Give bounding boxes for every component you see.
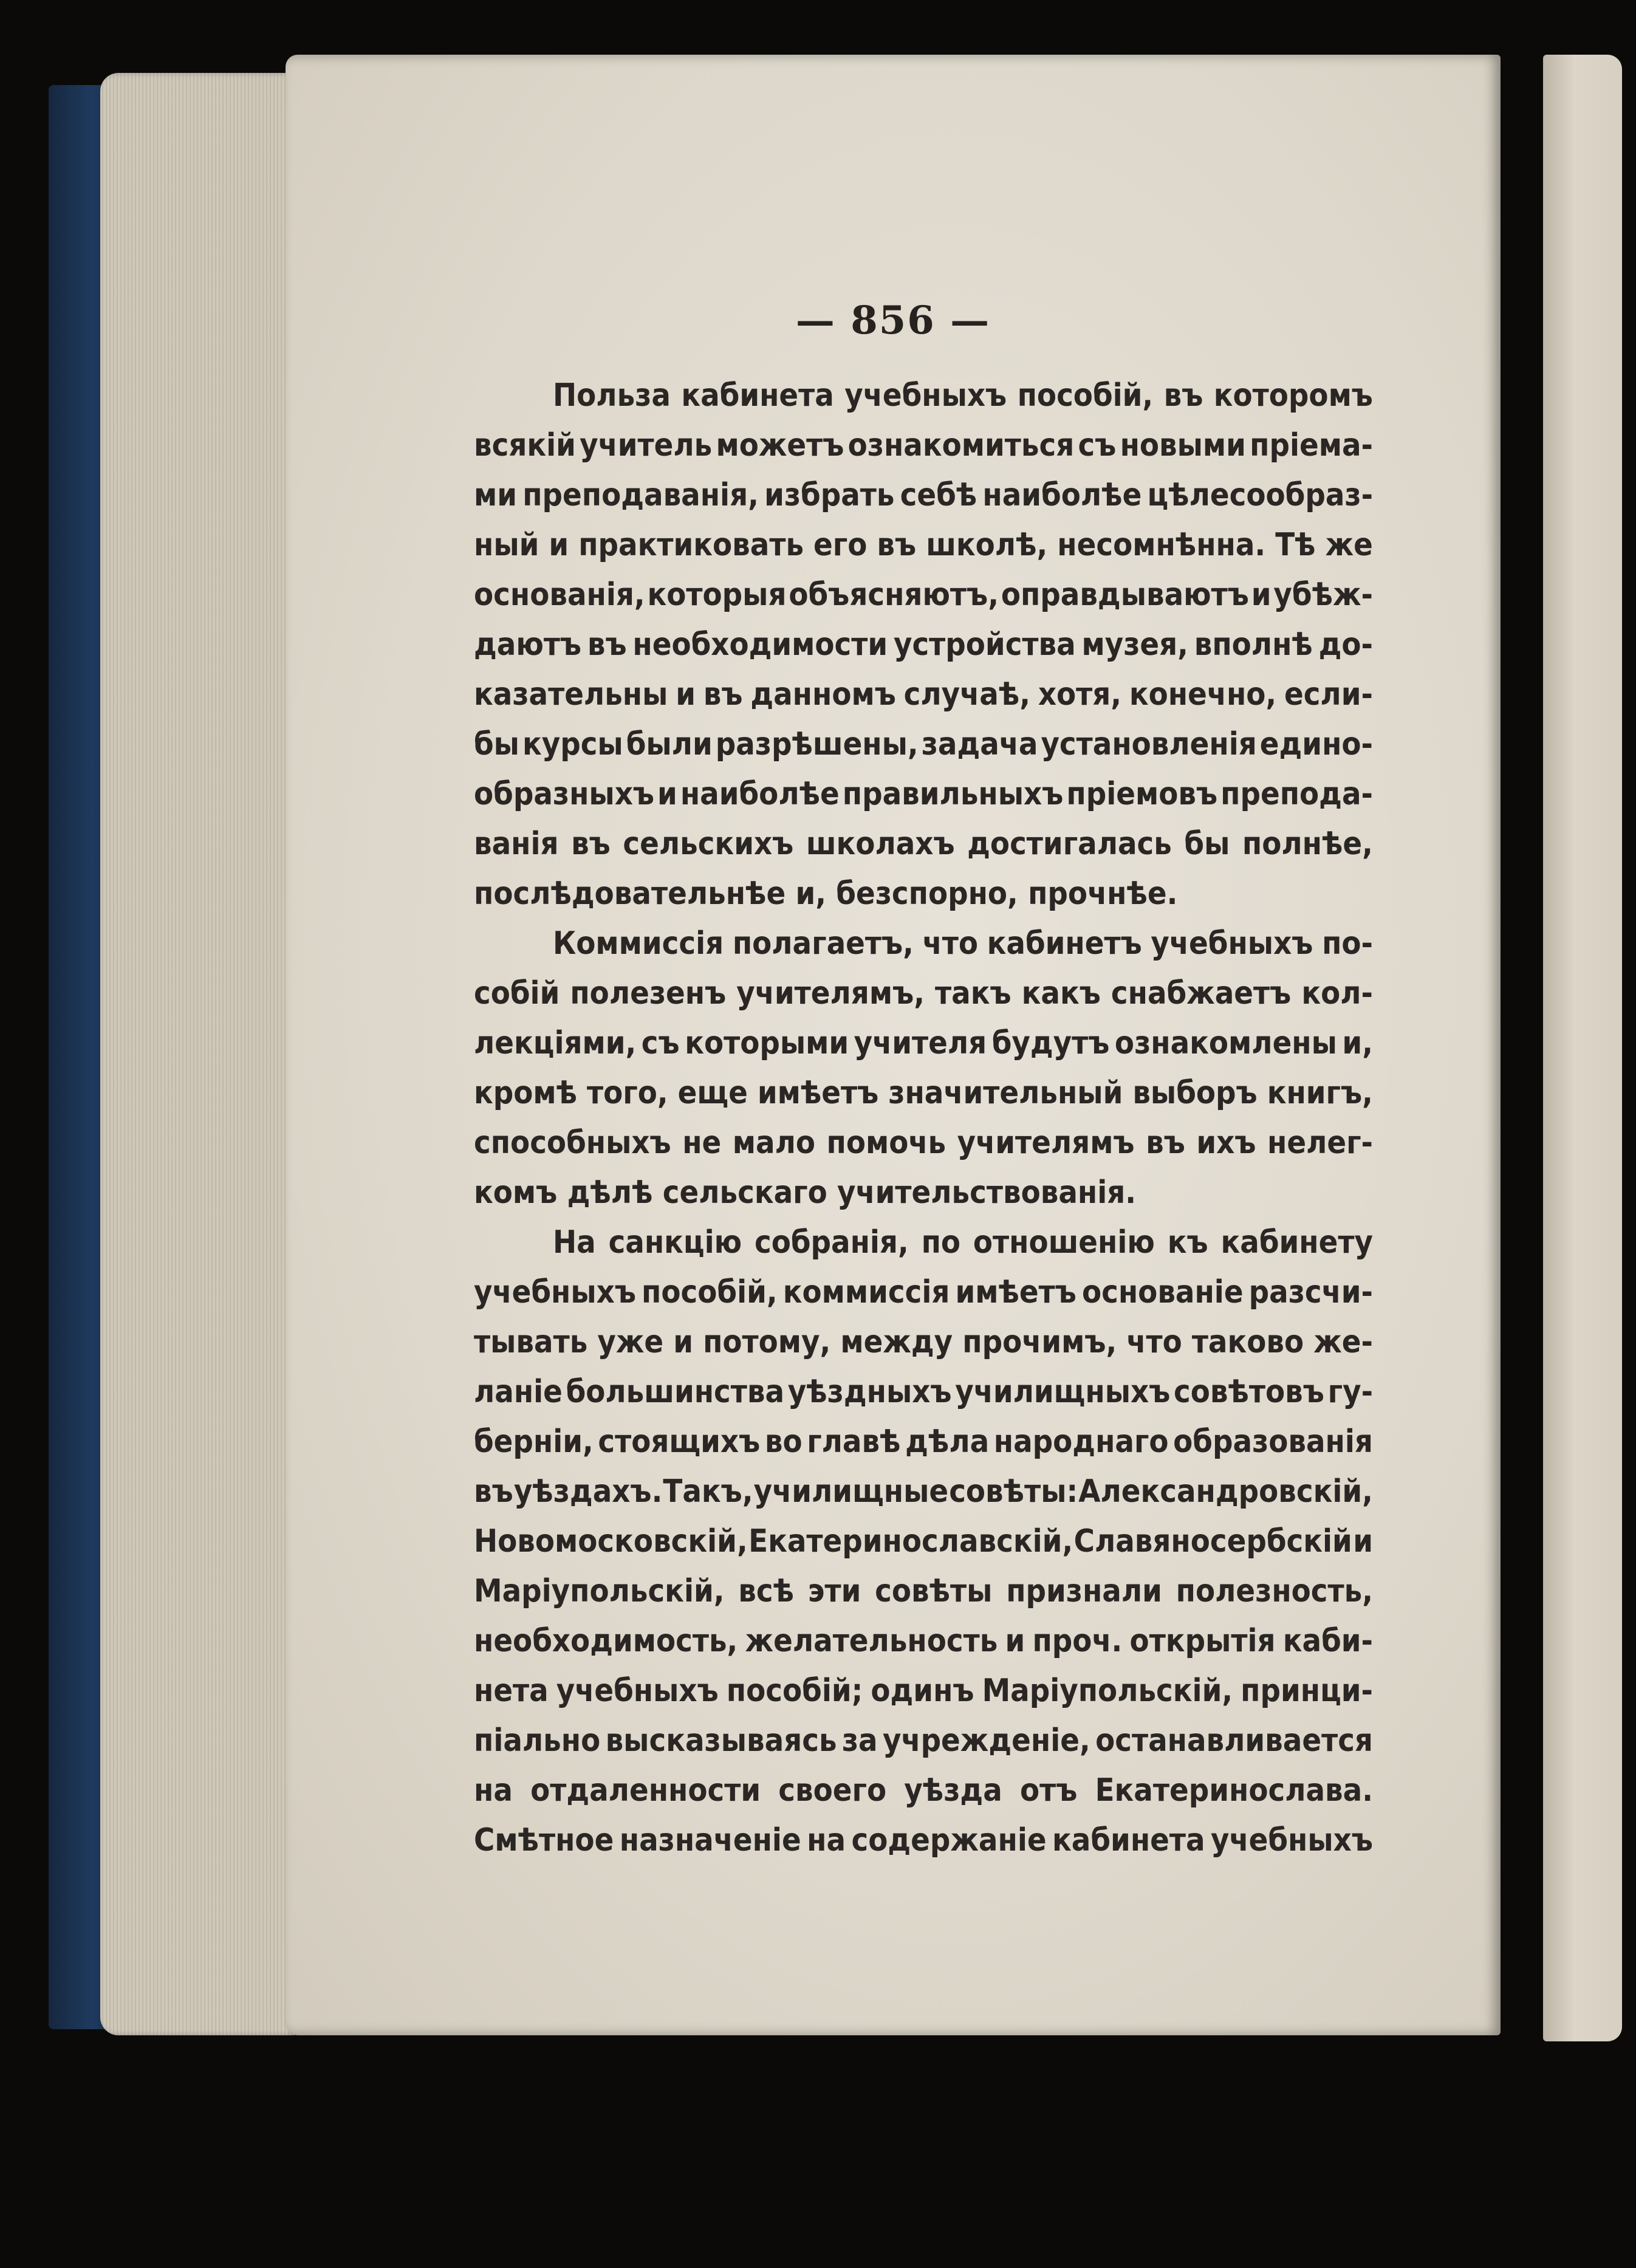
text-line: послѣдовательнѣе и, безспорно, прочнѣе. [474, 875, 1178, 912]
text-line: тывать уже и потому, между прочимъ, что таково же- [474, 1324, 1373, 1360]
text-line: основанія, которыя объясняютъ, оправдываютъ и убѣж- [474, 577, 1373, 613]
text-line: Польза кабинета учебныхъ пособій, въ которомъ [553, 377, 1373, 414]
text-line: лекціями, съ которыми учителя будутъ ознакомлены и, [474, 1025, 1373, 1061]
text-line: на отдаленности своего уѣзда отъ Екатеринослава. [474, 1772, 1373, 1809]
page-stack-edges [100, 73, 295, 2035]
text-line: ми преподаванія, избрать себѣ наиболѣе цѣлесообраз- [474, 477, 1373, 513]
text-line: даютъ въ необходимости устройства музея, вполнѣ до- [474, 626, 1373, 663]
text-line: Коммиссія полагаетъ, что кабинетъ учебныхъ по- [553, 925, 1373, 962]
text-line: всякій учитель можетъ ознакомиться съ новыми пріема- [474, 427, 1373, 464]
text-line: Новомосковскій, Екатеринославскій, Славяносербскій и [474, 1523, 1373, 1560]
text-line: Маріупольскій, всѣ эти совѣты признали полезность, [474, 1573, 1373, 1609]
text-line: собій полезенъ учителямъ, такъ какъ снабжаетъ кол- [474, 975, 1373, 1012]
text-line: бы курсы были разрѣшены, задача установленія едино- [474, 726, 1373, 762]
page-number: — 856 — [795, 298, 991, 343]
text-line: комъ дѣлѣ сельскаго учительствованія. [474, 1174, 1137, 1211]
next-page-sliver [1543, 55, 1622, 2041]
text-line: Смѣтное назначеніе на содержаніе кабинета учебныхъ [474, 1822, 1373, 1859]
text-line: ланіе большинства уѣздныхъ училищныхъ совѣтовъ гу- [474, 1374, 1373, 1410]
text-line: ный и практиковать его въ школѣ, несомнѣнна. Тѣ же [474, 527, 1373, 563]
text-line: берніи, стоящихъ во главѣ дѣла народнаго образованія [474, 1423, 1373, 1460]
text-line: На санкцію собранія, по отношенію къ кабинету [553, 1224, 1373, 1261]
text-line: казательны и въ данномъ случаѣ, хотя, конечно, если- [474, 676, 1373, 713]
text-line: ванія въ сельскихъ школахъ достигалась бы полнѣе, [474, 826, 1373, 862]
text-line: кромѣ того, еще имѣетъ значительный выборъ книгъ, [474, 1075, 1373, 1111]
text-line: необходимость, желательность и проч. открытія каби- [474, 1623, 1373, 1659]
book-page [286, 55, 1501, 2035]
page-text [474, 371, 1373, 1865]
text-line: образныхъ и наиболѣе правильныхъ пріемовъ препода- [474, 776, 1373, 812]
text-line: нета учебныхъ пособій; одинъ Маріупольскій, принци- [474, 1673, 1373, 1709]
text-line: способныхъ не мало помочь учителямъ въ ихъ нелег- [474, 1125, 1373, 1161]
text-line: въ уѣздахъ. Такъ, училищные совѣты: Александровскій, [474, 1473, 1373, 1510]
text-line: учебныхъ пособій, коммиссія имѣетъ основаніе разсчи- [474, 1274, 1373, 1310]
text-line: піально высказываясь за учрежденіе, останавливается [474, 1722, 1373, 1759]
